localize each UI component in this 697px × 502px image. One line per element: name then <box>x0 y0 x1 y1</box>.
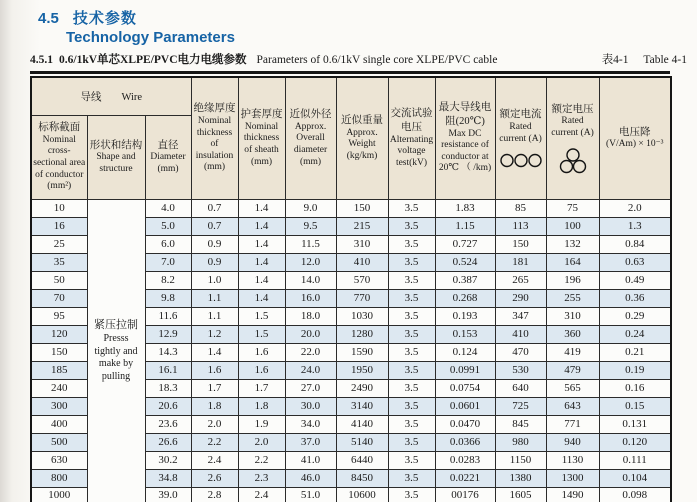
cell-value: 18.0 <box>285 307 336 325</box>
cell-value: 12.9 <box>145 325 191 343</box>
subsection-number: 4.5.1 <box>30 54 53 66</box>
cell-value: 0.120 <box>599 433 671 451</box>
cell-value: 3.5 <box>388 361 435 379</box>
cell-value: 150 <box>336 199 388 217</box>
cell-value: 10600 <box>336 487 388 502</box>
cell-value: 0.9 <box>191 253 238 271</box>
cell-value: 3.5 <box>388 415 435 433</box>
parameters-table <box>30 76 672 502</box>
table-reference-en: Table 4-1 <box>643 54 687 66</box>
cell-nominal-area: 630 <box>31 451 87 469</box>
cell-value: 3.5 <box>388 487 435 502</box>
cell-value: 3.5 <box>388 397 435 415</box>
cell-value: 3.5 <box>388 433 435 451</box>
cell-value: 20.0 <box>285 325 336 343</box>
cell-value: 643 <box>546 397 599 415</box>
cell-value: 0.29 <box>599 307 671 325</box>
cell-value: 0.727 <box>435 235 495 253</box>
cell-value: 2490 <box>336 379 388 397</box>
cell-nominal-area: 1000 <box>31 487 87 502</box>
cell-value: 419 <box>546 343 599 361</box>
cell-value: 150 <box>495 235 546 253</box>
cell-value: 0.0470 <box>435 415 495 433</box>
cell-value: 4140 <box>336 415 388 433</box>
col-header-rated-current-flat: 额定电流 Rated current (A) <box>495 77 546 199</box>
table-caption <box>0 47 697 67</box>
cell-value: 1490 <box>546 487 599 502</box>
cell-value: 1280 <box>336 325 388 343</box>
cell-value: 0.0601 <box>435 397 495 415</box>
cell-value: 1.2 <box>191 325 238 343</box>
cell-value: 2.8 <box>191 487 238 502</box>
cell-value: 3.5 <box>388 199 435 217</box>
page-title-zh: 技术参数 <box>72 10 137 27</box>
cell-nominal-area: 10 <box>31 199 87 217</box>
cell-value: 41.0 <box>285 451 336 469</box>
cell-value: 771 <box>546 415 599 433</box>
cell-value: 1.6 <box>238 343 285 361</box>
cell-value: 2.3 <box>238 469 285 487</box>
cell-value: 5140 <box>336 433 388 451</box>
cell-nominal-area: 300 <box>31 397 87 415</box>
cell-value: 1.8 <box>238 397 285 415</box>
cell-value: 1030 <box>336 307 388 325</box>
cell-value: 2.6 <box>191 469 238 487</box>
cell-value: 75 <box>546 199 599 217</box>
cell-value: 2.0 <box>238 433 285 451</box>
cell-value: 3.5 <box>388 217 435 235</box>
cell-nominal-area: 400 <box>31 415 87 433</box>
cell-value: 940 <box>546 433 599 451</box>
cell-value: 215 <box>336 217 388 235</box>
cell-value: 3.5 <box>388 451 435 469</box>
cell-value: 3.5 <box>388 343 435 361</box>
cell-value: 6.0 <box>145 235 191 253</box>
cell-value: 310 <box>336 235 388 253</box>
cell-value: 9.5 <box>285 217 336 235</box>
table-caption-en: Parameters of 0.6/1kV single core XLPE/PVC cable <box>256 54 498 66</box>
cell-value: 2.2 <box>238 451 285 469</box>
cell-value: 8450 <box>336 469 388 487</box>
col-header-nominal-area: 标称截面 Nominal cross-sectional area of conductor (mm²) <box>31 115 87 199</box>
cell-value: 290 <box>495 289 546 307</box>
cell-value: 1380 <box>495 469 546 487</box>
cell-value: 2.0 <box>599 199 671 217</box>
cell-value: 1605 <box>495 487 546 502</box>
cell-value: 570 <box>336 271 388 289</box>
col-header-insulation-thickness: 绝缘厚度 Nominal thickness of insulation (mm) <box>191 77 238 199</box>
cell-value: 0.36 <box>599 289 671 307</box>
cell-value: 360 <box>546 325 599 343</box>
three-phase-flat-icon <box>499 153 543 168</box>
cell-value: 51.0 <box>285 487 336 502</box>
cell-value: 1.15 <box>435 217 495 235</box>
cell-value: 1.8 <box>191 397 238 415</box>
cell-value: 1300 <box>546 469 599 487</box>
cell-value: 0.19 <box>599 361 671 379</box>
section-heading-en <box>0 28 697 47</box>
cell-value: 530 <box>495 361 546 379</box>
shape-structure-zh: 紧压拉制 <box>94 319 138 332</box>
cell-value: 0.7 <box>191 199 238 217</box>
cell-value: 3.5 <box>388 379 435 397</box>
shape-structure-en: Presss tightly and make by pulling <box>94 333 138 382</box>
cell-value: 4.0 <box>145 199 191 217</box>
cell-value: 470 <box>495 343 546 361</box>
cell-value: 640 <box>495 379 546 397</box>
cell-value: 1.4 <box>191 343 238 361</box>
cell-value: 2.0 <box>191 415 238 433</box>
cell-value: 3.5 <box>388 253 435 271</box>
cell-value: 9.0 <box>285 199 336 217</box>
cell-value: 18.3 <box>145 379 191 397</box>
col-header-approx-weight: 近似重量 Approx. Weight (kg/km) <box>336 77 388 199</box>
cell-nominal-area: 95 <box>31 307 87 325</box>
cell-value: 30.0 <box>285 397 336 415</box>
table-body <box>31 199 671 502</box>
section-heading <box>0 0 697 28</box>
cell-value: 0.111 <box>599 451 671 469</box>
cell-value: 1.1 <box>191 307 238 325</box>
cell-value: 0.131 <box>599 415 671 433</box>
cell-value: 1.6 <box>238 361 285 379</box>
cell-value: 410 <box>336 253 388 271</box>
cell-value: 0.104 <box>599 469 671 487</box>
cell-nominal-area: 500 <box>31 433 87 451</box>
cell-value: 0.15 <box>599 397 671 415</box>
cell-value: 14.0 <box>285 271 336 289</box>
cell-value: 9.8 <box>145 289 191 307</box>
cell-value: 0.84 <box>599 235 671 253</box>
cell-value: 2.4 <box>191 451 238 469</box>
cell-value: 255 <box>546 289 599 307</box>
cell-value: 2.2 <box>191 433 238 451</box>
cell-value: 30.2 <box>145 451 191 469</box>
table-header <box>31 77 671 199</box>
cell-value: 3.5 <box>388 325 435 343</box>
cell-value: 27.0 <box>285 379 336 397</box>
cell-value: 196 <box>546 271 599 289</box>
cell-value: 164 <box>546 253 599 271</box>
cell-value: 1.4 <box>238 271 285 289</box>
cell-value: 410 <box>495 325 546 343</box>
cell-value: 0.124 <box>435 343 495 361</box>
col-header-overall-diameter: 近似外径 Approx. Overall diameter (mm) <box>285 77 336 199</box>
cell-value: 37.0 <box>285 433 336 451</box>
cell-value: 0.16 <box>599 379 671 397</box>
cell-value: 22.0 <box>285 343 336 361</box>
cell-value: 0.524 <box>435 253 495 271</box>
cell-value: 0.63 <box>599 253 671 271</box>
cell-value: 3.5 <box>388 271 435 289</box>
three-phase-trefoil-icon <box>559 148 587 174</box>
col-group-wire: 导线 Wire <box>31 77 191 115</box>
cell-value: 0.0221 <box>435 469 495 487</box>
cell-shape-structure <box>87 199 145 502</box>
cell-value: 12.0 <box>285 253 336 271</box>
col-header-rated-current-trefoil: 额定电压 Rated current (A) <box>546 77 599 199</box>
cell-value: 24.0 <box>285 361 336 379</box>
cell-nominal-area: 16 <box>31 217 87 235</box>
cell-value: 16.0 <box>285 289 336 307</box>
cell-value: 0.0283 <box>435 451 495 469</box>
cell-value: 23.6 <box>145 415 191 433</box>
cell-value: 132 <box>546 235 599 253</box>
cell-value: 3140 <box>336 397 388 415</box>
cell-value: 11.5 <box>285 235 336 253</box>
cell-value: 181 <box>495 253 546 271</box>
cell-value: 1.9 <box>238 415 285 433</box>
cell-value: 39.0 <box>145 487 191 502</box>
cell-value: 1.5 <box>238 307 285 325</box>
cell-value: 1.4 <box>238 253 285 271</box>
cell-value: 46.0 <box>285 469 336 487</box>
cell-value: 1130 <box>546 451 599 469</box>
cell-value: 1.4 <box>238 217 285 235</box>
cell-value: 2.4 <box>238 487 285 502</box>
cell-value: 1.5 <box>238 325 285 343</box>
cell-value: 85 <box>495 199 546 217</box>
cell-value: 16.1 <box>145 361 191 379</box>
cell-value: 26.6 <box>145 433 191 451</box>
section-number: 4.5 <box>38 10 59 27</box>
cell-value: 0.268 <box>435 289 495 307</box>
col-header-sheath-thickness: 护套厚度 Nominal thickness of sheath (mm) <box>238 77 285 199</box>
cell-value: 3.5 <box>388 235 435 253</box>
cell-value: 310 <box>546 307 599 325</box>
cell-value: 1.1 <box>191 289 238 307</box>
cell-value: 0.49 <box>599 271 671 289</box>
cell-value: 1.7 <box>191 379 238 397</box>
cell-value: 5.0 <box>145 217 191 235</box>
cell-value: 1.4 <box>238 289 285 307</box>
cell-value: 1.7 <box>238 379 285 397</box>
cell-value: 34.0 <box>285 415 336 433</box>
cell-value: 3.5 <box>388 307 435 325</box>
cell-value: 7.0 <box>145 253 191 271</box>
cell-nominal-area: 150 <box>31 343 87 361</box>
cell-value: 1950 <box>336 361 388 379</box>
col-header-voltage-drop: 电压降 (V/Am) × 10⁻³ <box>599 77 671 199</box>
cell-value: 11.6 <box>145 307 191 325</box>
cell-value: 00176 <box>435 487 495 502</box>
cell-value: 100 <box>546 217 599 235</box>
col-header-voltage-test: 交流试验电压 Alternating voltage test(kV) <box>388 77 435 199</box>
cell-nominal-area: 240 <box>31 379 87 397</box>
page-title-en: Technology Parameters <box>66 29 235 46</box>
cell-value: 113 <box>495 217 546 235</box>
cell-value: 565 <box>546 379 599 397</box>
cell-value: 845 <box>495 415 546 433</box>
cell-value: 1.83 <box>435 199 495 217</box>
cell-value: 479 <box>546 361 599 379</box>
cell-value: 1.3 <box>599 217 671 235</box>
table-row <box>31 199 671 217</box>
cell-value: 725 <box>495 397 546 415</box>
cell-value: 0.9 <box>191 235 238 253</box>
cell-value: 0.0754 <box>435 379 495 397</box>
table-reference <box>602 51 687 67</box>
horizontal-rule <box>30 71 670 74</box>
cell-value: 8.2 <box>145 271 191 289</box>
table-reference-zh: 表4-1 <box>601 54 629 66</box>
cell-value: 1150 <box>495 451 546 469</box>
cell-nominal-area: 25 <box>31 235 87 253</box>
cell-value: 0.153 <box>435 325 495 343</box>
cell-value: 1.4 <box>238 235 285 253</box>
cell-nominal-area: 800 <box>31 469 87 487</box>
cell-nominal-area: 70 <box>31 289 87 307</box>
cell-nominal-area: 50 <box>31 271 87 289</box>
cell-value: 265 <box>495 271 546 289</box>
cell-value: 1.0 <box>191 271 238 289</box>
col-header-diameter: 直径 Diameter (mm) <box>145 115 191 199</box>
col-header-shape-structure: 形状和结构 Shape and structure <box>87 115 145 199</box>
cell-value: 0.098 <box>599 487 671 502</box>
cell-value: 6440 <box>336 451 388 469</box>
cell-value: 20.6 <box>145 397 191 415</box>
table-caption-zh: 0.6/1kV单芯XLPE/PVC电力电缆参数 <box>59 54 247 66</box>
cell-value: 0.387 <box>435 271 495 289</box>
cell-value: 1.6 <box>191 361 238 379</box>
cell-value: 347 <box>495 307 546 325</box>
cell-value: 770 <box>336 289 388 307</box>
cell-value: 0.24 <box>599 325 671 343</box>
cell-value: 0.7 <box>191 217 238 235</box>
col-header-max-dc-resistance: 最大导线电阻(20℃) Max DC resistance of conductor at 20℃ （ /km) <box>435 77 495 199</box>
cell-value: 0.0991 <box>435 361 495 379</box>
cell-value: 0.0366 <box>435 433 495 451</box>
cell-value: 34.8 <box>145 469 191 487</box>
cell-nominal-area: 120 <box>31 325 87 343</box>
cell-value: 0.193 <box>435 307 495 325</box>
cell-value: 1.4 <box>238 199 285 217</box>
cell-value: 3.5 <box>388 469 435 487</box>
cell-nominal-area: 35 <box>31 253 87 271</box>
cell-nominal-area: 185 <box>31 361 87 379</box>
cell-value: 980 <box>495 433 546 451</box>
cell-value: 14.3 <box>145 343 191 361</box>
cell-value: 0.21 <box>599 343 671 361</box>
cell-value: 1590 <box>336 343 388 361</box>
cell-value: 3.5 <box>388 289 435 307</box>
